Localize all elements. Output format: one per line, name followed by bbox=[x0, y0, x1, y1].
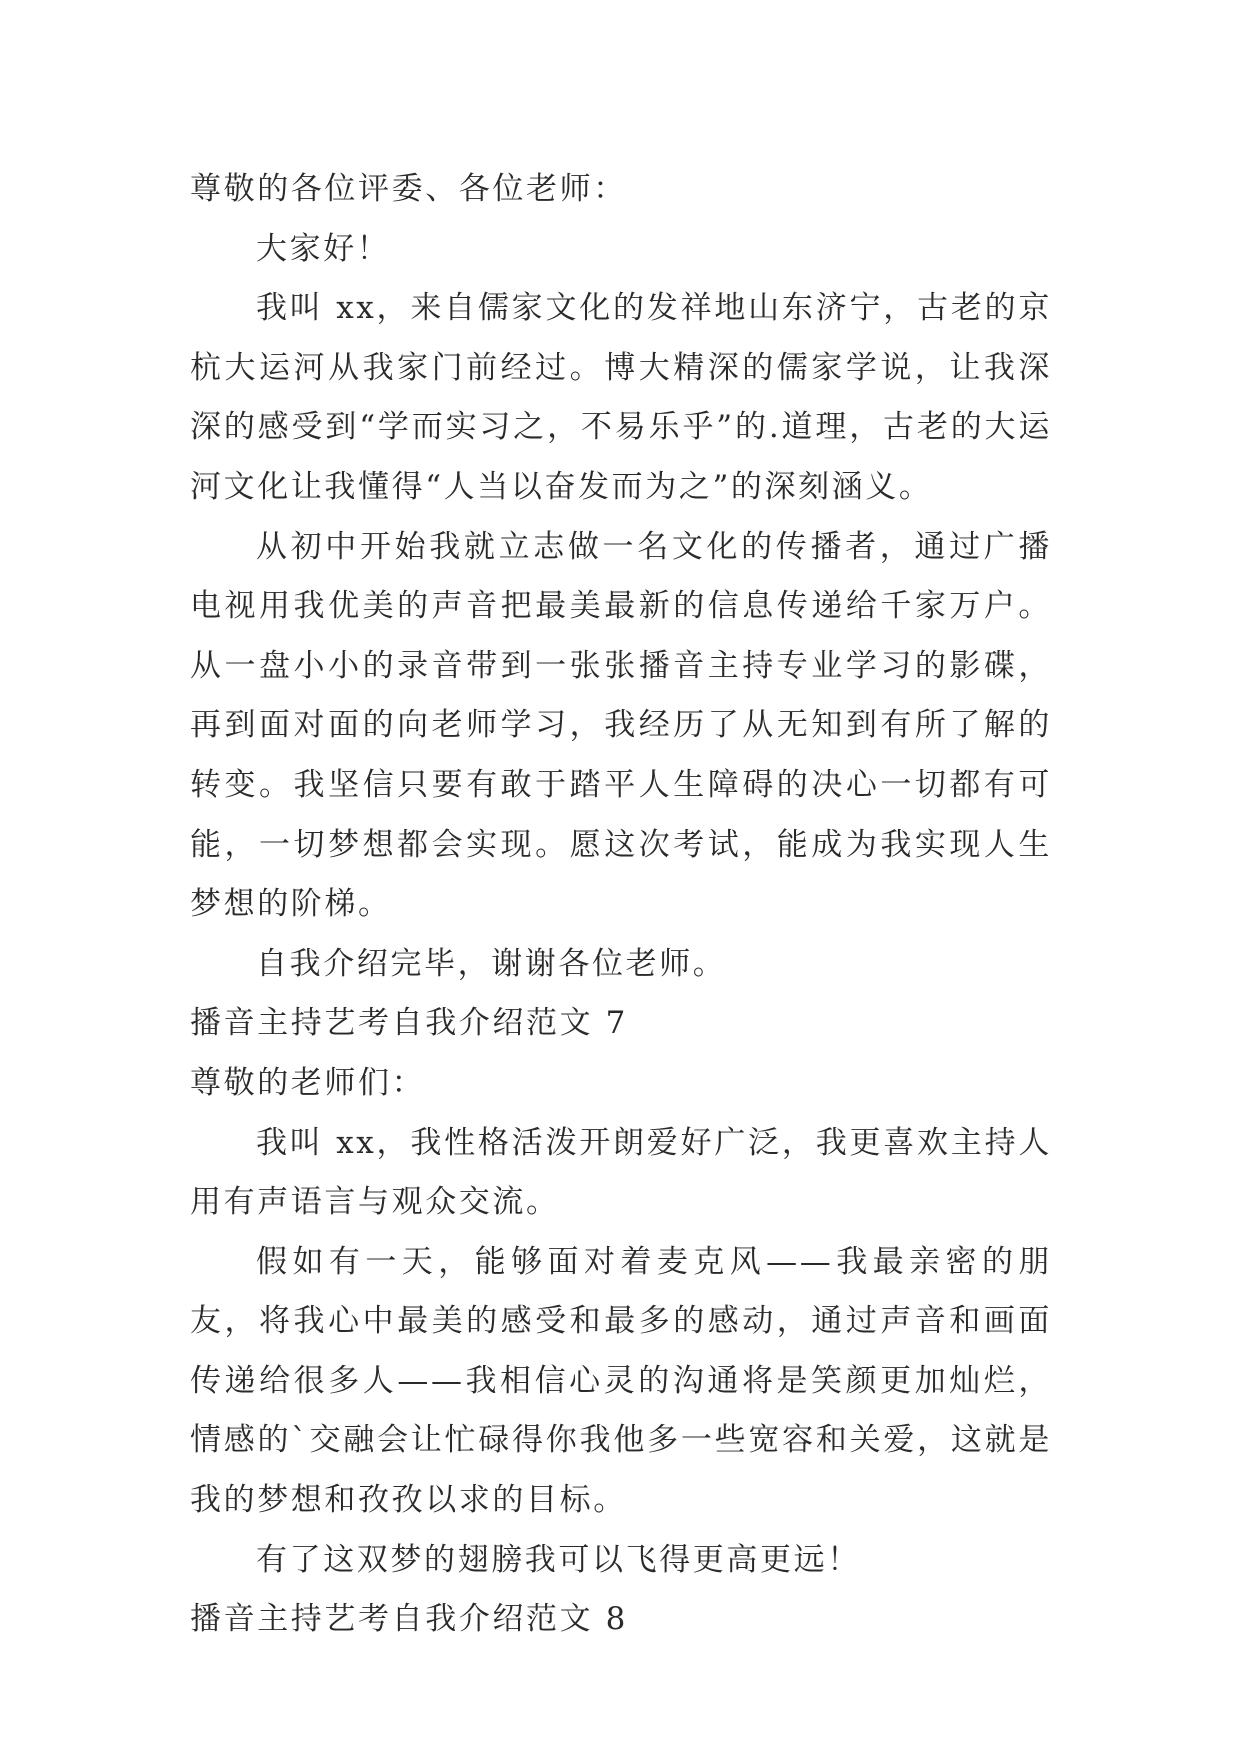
section-heading-7: 播音主持艺考自我介绍范文 7 bbox=[190, 1005, 628, 1042]
greeting-paragraph-2: 尊敬的老师们： bbox=[190, 1064, 426, 1101]
greeting-paragraph: 尊敬的各位评委、各位老师： bbox=[190, 171, 627, 207]
intro-paragraph-origin: 我叫 xx，来自儒家文化的发祥地山东济宁，古老的京杭大运河从我家门前经过。博大精深的儒家学说，让我深深的感受到“学而实习之，不易乐乎”的.道理，古老的大运河文化让我懂得“人当以奋发而为之”的深刻涵义。 bbox=[190, 290, 1052, 505]
document-body bbox=[190, 160, 1052, 1650]
intro-paragraph-dream: 假如有一天，能够面对着麦克风——我最亲密的朋友，将我心中最美的感受和最多的感动，通过声音和画面传递给很多人——我相信心灵的沟通将是笑颜更加灿烂，情感的`交融会让忙碌得你我他多一些宽容和关爱，这就是我的梦想和孜孜以求的目标。 bbox=[190, 1243, 1052, 1519]
hello-paragraph: 大家好！ bbox=[256, 230, 391, 267]
closing-paragraph: 自我介绍完毕，谢谢各位老师。 bbox=[256, 945, 727, 982]
closing-paragraph-2: 有了这双梦的翅膀我可以飞得更高更远！ bbox=[256, 1541, 861, 1578]
intro-paragraph-aspiration: 从初中开始我就立志做一名文化的传播者，通过广播电视用我优美的声音把最美最新的信息传递给千家万户。从一盘小小的录音带到一张张播音主持专业学习的影碟，再到面对面的向老师学习，我经历了从无知到有所了解的转变。我坚信只要有敢于踏平人生障碍的决心一切都有可能，一切梦想都会实现。愿这次考试，能成为我实现人生梦想的阶梯。 bbox=[190, 528, 1052, 923]
section-heading-8: 播音主持艺考自我介绍范文 8 bbox=[190, 1601, 628, 1638]
intro-paragraph-personality: 我叫 xx，我性格活泼开朗爱好广泛，我更喜欢主持人用有声语言与观众交流。 bbox=[190, 1124, 1052, 1221]
